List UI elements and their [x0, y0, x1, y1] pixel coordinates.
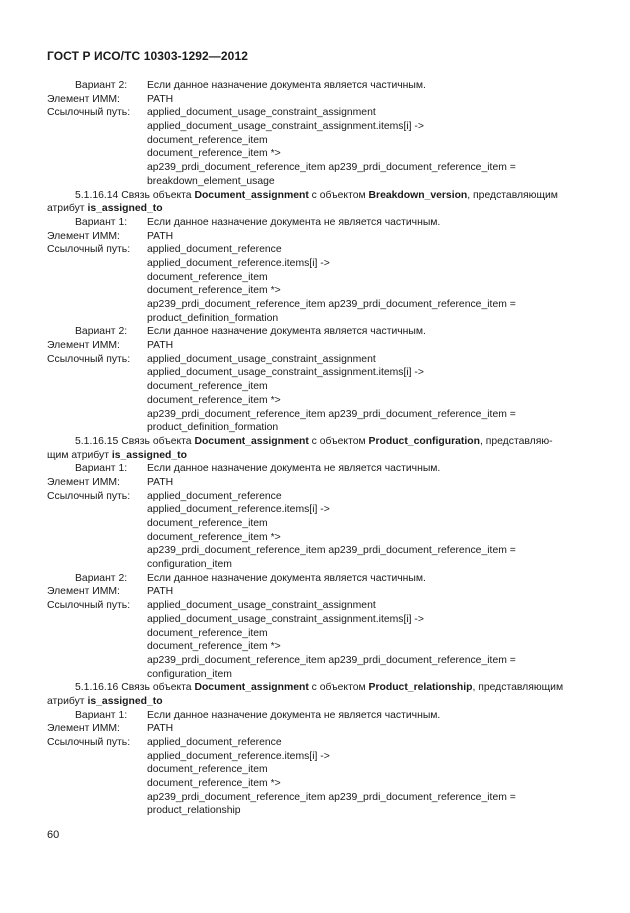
- path-line: ap239_prdi_document_reference_item ap239_prdi_document_reference_item =: [147, 791, 516, 803]
- variant-row: [47, 462, 592, 476]
- path-line: breakdown_element_usage: [147, 175, 275, 187]
- path-line: applied_document_reference.items[i] ->: [147, 257, 330, 269]
- path-line: applied_document_reference: [147, 490, 282, 502]
- variant-text: Если данное назначение документа является частичным.: [147, 326, 426, 338]
- path-label: Ссылочный путь:: [47, 353, 131, 365]
- path-line: document_reference_item: [147, 271, 268, 283]
- section-heading-cont: атрибут is_assigned_to: [47, 203, 163, 215]
- element-row: [47, 230, 592, 244]
- element-row: [47, 476, 592, 490]
- element-value: PATH: [147, 93, 174, 105]
- element-label: Элемент ИММ:: [47, 230, 120, 242]
- path-line: document_reference_item *>: [147, 148, 281, 160]
- path-line: document_reference_item *>: [147, 641, 281, 653]
- path-line: document_reference_item: [147, 134, 268, 146]
- path-row: [47, 490, 592, 504]
- path-line: applied_document_usage_constraint_assignment: [147, 600, 376, 612]
- element-value: PATH: [147, 340, 174, 352]
- variant-row: [47, 709, 592, 723]
- path-line: product_definition_formation: [147, 312, 279, 324]
- path-line: document_reference_item *>: [147, 778, 281, 790]
- path-line: applied_document_reference: [147, 244, 282, 256]
- element-value: PATH: [147, 723, 174, 735]
- element-value: PATH: [147, 476, 174, 488]
- element-row: [47, 722, 592, 736]
- variant-text: Если данное назначение документа является частичным.: [147, 80, 426, 91]
- variant-text: Если данное назначение документа не является частичным.: [147, 709, 441, 721]
- path-line: applied_document_reference.items[i] ->: [147, 504, 330, 516]
- path-line: applied_document_usage_constraint_assignment: [147, 107, 376, 119]
- path-line: applied_document_usage_constraint_assignment.items[i] ->: [147, 121, 424, 133]
- element-label: Элемент ИММ:: [47, 93, 120, 105]
- element-row: [47, 93, 592, 107]
- element-row: [47, 339, 592, 353]
- variant-label: Вариант 1:: [75, 216, 128, 228]
- path-line: applied_document_usage_constraint_assignment.items[i] ->: [147, 613, 424, 625]
- element-label: Элемент ИММ:: [47, 340, 120, 352]
- path-line: document_reference_item *>: [147, 285, 281, 297]
- variant-text: Если данное назначение документа является частичным.: [147, 572, 426, 584]
- path-label: Ссылочный путь:: [47, 490, 131, 502]
- element-label: Элемент ИММ:: [47, 723, 120, 735]
- path-line: configuration_item: [147, 668, 232, 680]
- path-row: [47, 736, 592, 750]
- path-label: Ссылочный путь:: [47, 107, 131, 119]
- path-line: document_reference_item: [147, 518, 268, 529]
- variant-row: [47, 572, 592, 586]
- path-line: document_reference_item: [147, 381, 268, 393]
- section-heading-cont: щим атрибут is_assigned_to: [47, 449, 187, 461]
- path-line: product_relationship: [147, 805, 241, 817]
- variant-label: Вариант 1:: [75, 709, 128, 721]
- path-row: [47, 599, 592, 613]
- path-label: Ссылочный путь:: [47, 600, 131, 612]
- section-heading-cont: атрибут is_assigned_to: [47, 695, 163, 707]
- variant-text: Если данное назначение документа не является частичным.: [147, 463, 441, 475]
- path-line: ap239_prdi_document_reference_item ap239_prdi_document_reference_item =: [147, 545, 516, 557]
- path-line: ap239_prdi_document_reference_item ap239_prdi_document_reference_item =: [147, 654, 516, 666]
- page-number: 60: [47, 829, 60, 841]
- element-label: Элемент ИММ:: [47, 476, 120, 488]
- element-row: [47, 585, 592, 599]
- path-line: document_reference_item: [147, 627, 268, 639]
- element-label: Элемент ИММ:: [47, 586, 120, 598]
- path-line: configuration_item: [147, 559, 232, 571]
- path-line: applied_document_reference.items[i] ->: [147, 750, 330, 762]
- path-line: document_reference_item *>: [147, 394, 281, 406]
- variant-row: [47, 325, 592, 339]
- section-heading: 5.1.16.14 Связь объекта Document_assignment с объектом Breakdown_version, представляющим: [75, 189, 558, 201]
- variant-row: [47, 79, 592, 93]
- path-label: Ссылочный путь:: [47, 737, 131, 748]
- variant-text: Если данное назначение документа не является частичным.: [147, 216, 441, 228]
- path-line: product_definition_formation: [147, 422, 279, 434]
- variant-row: [47, 216, 592, 230]
- path-row: [47, 353, 592, 367]
- document-body: [47, 79, 592, 818]
- path-row: [47, 243, 592, 257]
- path-line: applied_document_usage_constraint_assignment.items[i] ->: [147, 367, 424, 379]
- path-line: document_reference_item: [147, 764, 268, 776]
- variant-label: Вариант 2:: [75, 326, 128, 338]
- section-heading: 5.1.16.15 Связь объекта Document_assignment с объектом Product_configuration, представляю-: [75, 435, 553, 447]
- variant-label: Вариант 2:: [75, 80, 128, 91]
- path-line: ap239_prdi_document_reference_item ap239_prdi_document_reference_item =: [147, 299, 516, 310]
- element-value: PATH: [147, 586, 174, 598]
- section-heading: 5.1.16.16 Связь объекта Document_assignment с объектом Product_relationship, представляющим: [75, 682, 564, 694]
- variant-label: Вариант 2:: [75, 572, 128, 584]
- path-line: applied_document_reference: [147, 737, 282, 748]
- path-line: ap239_prdi_document_reference_item ap239_prdi_document_reference_item =: [147, 162, 516, 174]
- path-line: ap239_prdi_document_reference_item ap239_prdi_document_reference_item =: [147, 408, 516, 420]
- path-line: document_reference_item *>: [147, 531, 281, 543]
- path-row: [47, 106, 592, 120]
- document-header: ГОСТ Р ИСО/ТС 10303-1292—2012: [47, 49, 248, 63]
- path-label: Ссылочный путь:: [47, 244, 131, 256]
- variant-label: Вариант 1:: [75, 463, 128, 475]
- path-line: applied_document_usage_constraint_assignment: [147, 353, 376, 365]
- element-value: PATH: [147, 230, 174, 242]
